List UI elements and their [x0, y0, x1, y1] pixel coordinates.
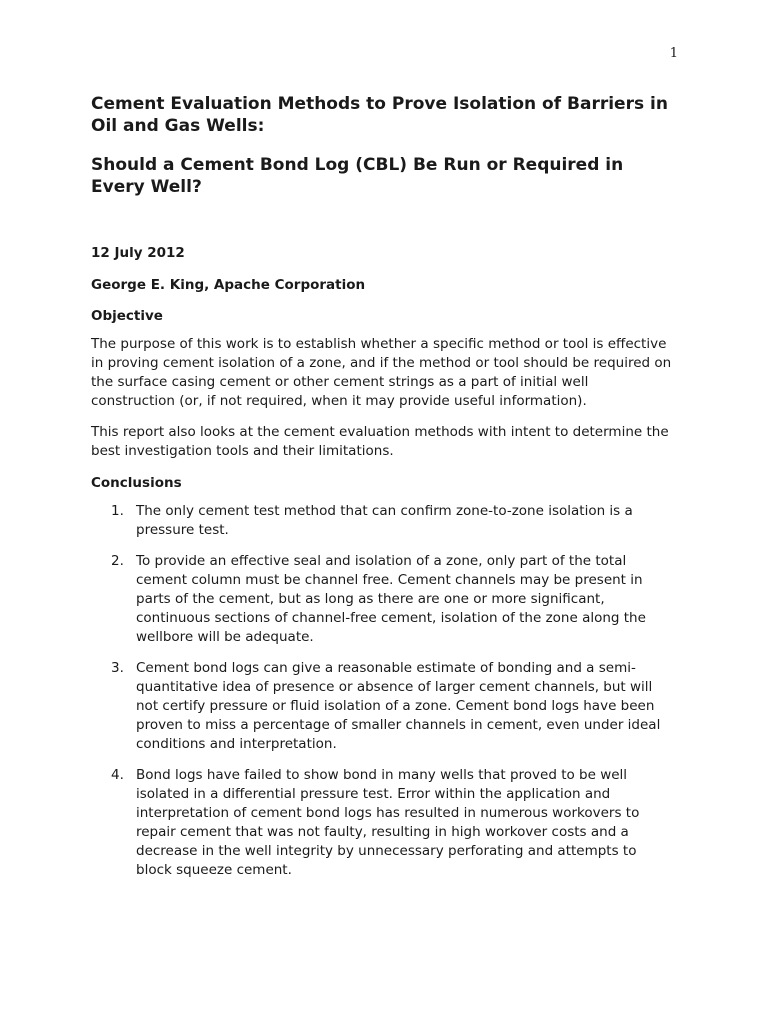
document-author: George E. King, Apache Corporation: [91, 277, 366, 293]
conclusions-heading: Conclusions: [91, 475, 182, 491]
conclusion-item: [91, 659, 676, 754]
conclusion-number: 2.: [111, 553, 124, 569]
conclusion-item: [91, 766, 676, 880]
document-date: 12 July 2012: [91, 245, 185, 261]
document-subtitle: Should a Cement Bond Log (CBL) Be Run or Required in Every Well?: [91, 155, 624, 197]
conclusion-number: 4.: [111, 767, 124, 783]
conclusions-list: [91, 502, 676, 880]
page-number: 1: [669, 46, 678, 61]
conclusion-text: Bond logs have failed to show bond in many wells that proved to be well isolated in a differential pressure test. Error within the application and interpretation of cement bond logs has resulted in numerous workovers to repair cement that was not faulty, resulting in high workover costs and a decrease in the well integrity by unnecessary perforating and attempts to block squeeze cement.: [136, 767, 640, 878]
conclusion-item: [91, 502, 676, 540]
conclusion-text: Cement bond logs can give a reasonable estimate of bonding and a semi-quantitative idea of presence or absence of larger cement channels, but will not certify pressure or fluid isolation of a zone. Cement bond logs have been proven to miss a percentage of smaller channels in cement, even under ideal conditions and interpretation.: [136, 660, 661, 752]
conclusion-text: To provide an effective seal and isolation of a zone, only part of the total cement column must be channel free. Cement channels may be present in parts of the cement, but as long as there are one or more significant, continuous sections of channel-free cement, isolation of the zone along the wellbore will be adequate.: [136, 553, 646, 645]
document-title: Cement Evaluation Methods to Prove Isolation of Barriers in Oil and Gas Wells:: [91, 94, 668, 136]
objective-paragraph: This report also looks at the cement evaluation methods with intent to determine the best investigation tools and their limitations.: [91, 424, 669, 459]
conclusion-number: 1.: [111, 503, 124, 519]
objective-heading: Objective: [91, 308, 163, 324]
objective-paragraph: The purpose of this work is to establish whether a specific method or tool is effective in proving cement isolation of a zone, and if the method or tool should be required on the surface casing cement or other cement strings as a part of initial well construction (or, if not required, when it may provide useful information).: [91, 336, 672, 409]
conclusion-item: [91, 552, 676, 647]
conclusion-number: 3.: [111, 660, 124, 676]
conclusion-text: The only cement test method that can confirm zone-to-zone isolation is a pressure test.: [136, 503, 633, 538]
document-body: [91, 93, 676, 892]
